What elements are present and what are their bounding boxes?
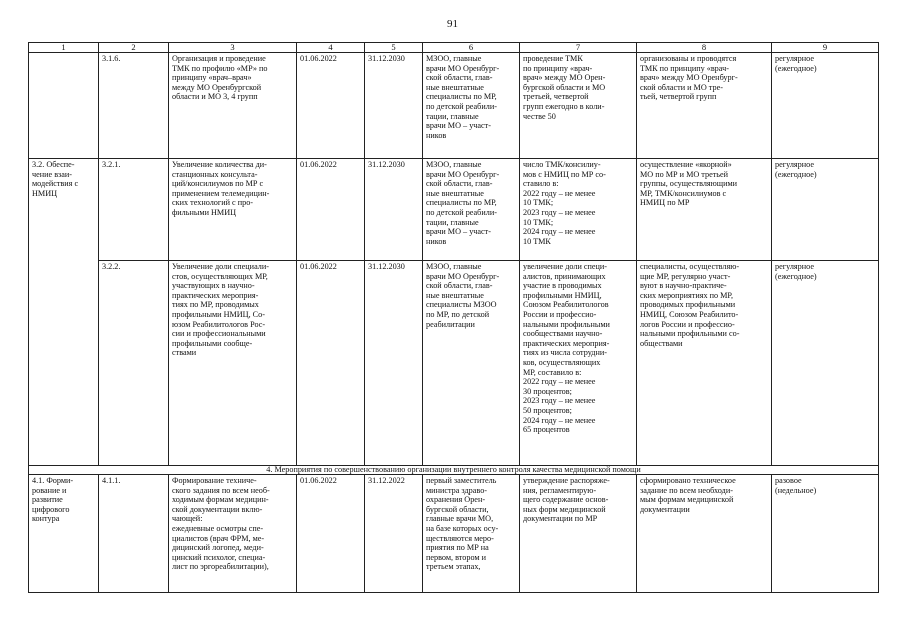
start-date-cell: 01.06.2022 [297, 159, 365, 261]
table-row [29, 159, 879, 261]
measures-table [28, 42, 879, 593]
column-number: 9 [772, 43, 879, 53]
indicator-cell: число ТМК/консилиу- мов с НМИЦ по МР со- ставило в: 2022 году – не менее 10 ТМК; 2023 году – не менее 10 ТМК; 2024 году – не менее 10 ТМК [520, 159, 637, 261]
column-number-row [29, 43, 879, 53]
start-date-cell: 01.06.2022 [297, 53, 365, 159]
task-cell: 4.1. Форми- рование и развитие цифрового контура [29, 475, 99, 593]
column-number: 3 [169, 43, 297, 53]
responsible-cell: МЗОО, главные врачи МО Оренбург- ской области, глав- ные внештатные специалисты по МР, по детской реабили- тации, главные врачи МО – участ- ников [423, 53, 520, 159]
column-number: 8 [637, 43, 772, 53]
result-cell: организованы и проводятся ТМК по принципу «врач- врач» между МО Оренбург- ской области и МО тре- тьей, четвертой групп [637, 53, 772, 159]
column-number: 7 [520, 43, 637, 53]
frequency-cell: регулярное (ежегодное) [772, 261, 879, 466]
end-date-cell: 31.12.2030 [365, 261, 423, 466]
measure-name-cell: Формирование техниче- ского задания по всем необ- ходимым формам медицин- ской документации вклю- чающей: ежедневные осмотры спе- циалистов (врач ФРМ, ме- дицинский логопед, меди- цинский психолог, специа- лист по эргореабилитации), [169, 475, 297, 593]
indicator-cell: утверждение распоряже- ния, регламентирую- щего содержание основ- ных форм медицинской документации по МР [520, 475, 637, 593]
end-date-cell: 31.12.2030 [365, 159, 423, 261]
section-row [29, 466, 879, 475]
table-row [29, 261, 879, 466]
page-number: 91 [447, 18, 458, 30]
start-date-cell: 01.06.2022 [297, 261, 365, 466]
measure-name-cell: Организация и проведение ТМК по профилю «МР» по принципу «врач–врач» между МО Оренбургской области и МО 3, 4 групп [169, 53, 297, 159]
indicator-cell: увеличение доли специ- алистов, принимающих участие в проводимых профильными НМИЦ, Союзом Реабилитологов России и профессио- нальными профильными сообществами научно- практических мероприя- тиях из числа сотрудни- ков, осуществляющих МР, составило в: 2022 году – не менее 30 процентов; 2023 году – не менее 50 процентов; 2024 году – не менее 65 процентов [520, 261, 637, 466]
frequency-cell: разовое (недельное) [772, 475, 879, 593]
result-cell: осуществление «якорной» МО по МР и МО третьей группы, осуществляющими МР, ТМК/консилиумов с НМИЦ по МР [637, 159, 772, 261]
result-cell: сформировано техническое задание по всем необходи- мым формам медицинской документации [637, 475, 772, 593]
measure-name-cell: Увеличение количества ди- станционных консульта- ций/консилиумов по МР с применением телемедицин- ских технологий с про- фильными НМИЦ [169, 159, 297, 261]
end-date-cell: 31.12.2030 [365, 53, 423, 159]
table-row [29, 53, 879, 159]
measure-name-cell: Увеличение доли специали- стов, осуществляющих МР, участвующих в научно- практических мероприя- тиях по МР, проводимых профильными НМИЦ, Со- юзом Реабилитологов Рос- сии и профессиональными профильными сообще- ствами [169, 261, 297, 466]
column-number: 2 [99, 43, 169, 53]
responsible-cell: МЗОО, главные врачи МО Оренбург- ской области, глав- ные внештатные специалисты МЗОО по МР, по детской реабилитации [423, 261, 520, 466]
end-date-cell: 31.12.2022 [365, 475, 423, 593]
measure-number-cell: 4.1.1. [99, 475, 169, 593]
measure-number-cell: 3.2.1. [99, 159, 169, 261]
measure-number-cell: 3.2.2. [99, 261, 169, 466]
section-title: 4. Мероприятия по совершенствованию организации внутреннего контроля качества медицинской помощи [29, 466, 879, 475]
frequency-cell: регулярное (ежегодное) [772, 53, 879, 159]
result-cell: специалисты, осуществляю- щие МР, регулярно участ- вуют в научно-практиче- ских мероприятиях по МР, проводимых профильными НМИЦ, Союзом Реабилито- логов России и профессио- нальными профильными со- обществами [637, 261, 772, 466]
column-number: 4 [297, 43, 365, 53]
column-number: 5 [365, 43, 423, 53]
task-cell: 3.2. Обеспе- чение взаи- модействия с НМИЦ [29, 159, 99, 466]
responsible-cell: МЗОО, главные врачи МО Оренбург- ской области, глав- ные внештатные специалисты по МР, по детской реабили- тации, главные врачи МО – участ- ников [423, 159, 520, 261]
measure-number-cell: 3.1.6. [99, 53, 169, 159]
frequency-cell: регулярное (ежегодное) [772, 159, 879, 261]
start-date-cell: 01.06.2022 [297, 475, 365, 593]
responsible-cell: первый заместитель министра здраво- охранения Орен- бургской области, главные врачи МО, на базе которых осу- ществляются меро- приятия по МР на первом, втором и третьем этапах, [423, 475, 520, 593]
indicator-cell: проведение ТМК по принципу «врач- врач» между МО Орен- бургской области и МО третьей, четвертой групп ежегодно в коли- честве 50 [520, 53, 637, 159]
column-number: 6 [423, 43, 520, 53]
task-cell [29, 53, 99, 159]
column-number: 1 [29, 43, 99, 53]
table-row [29, 475, 879, 593]
